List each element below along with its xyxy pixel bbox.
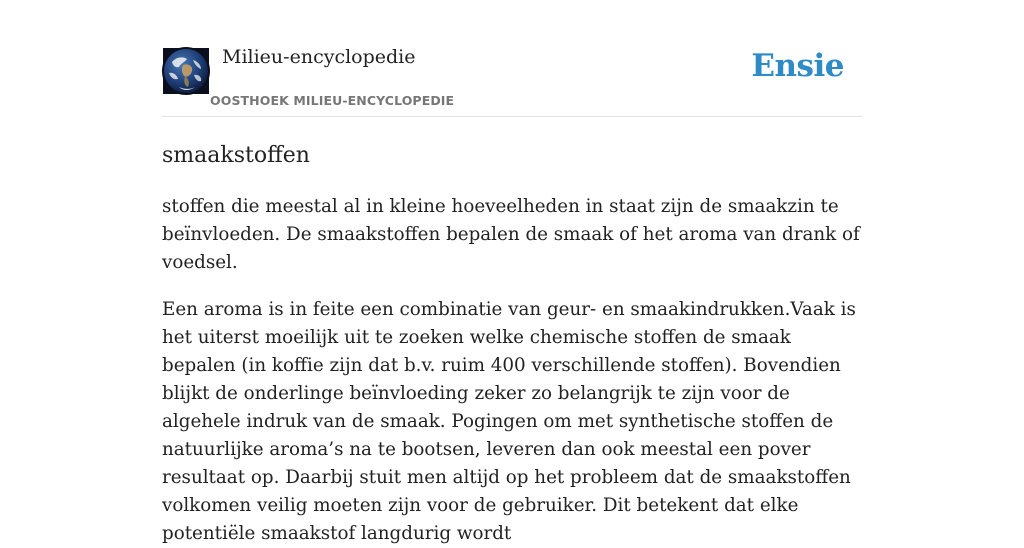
site-header xyxy=(162,0,862,117)
page-container xyxy=(162,0,862,548)
page-title: smaakstoffen xyxy=(162,143,310,168)
site-subtitle: OOSTHOEK MILIEU-ENCYCLOPEDIE xyxy=(210,93,455,108)
earth-globe-icon[interactable] xyxy=(162,47,210,95)
site-title[interactable]: Milieu-encyclopedie xyxy=(222,46,416,68)
article-paragraph: Een aroma is in feite een combinatie van geur- en smaakindrukken.Vaak is het uiterst moeilijk uit te zoeken welke chemische stoffen de smaak bepalen (in koffie zijn dat b.v. ruim 400 verschillende stoffen). Bovendien blijkt de onderlinge beïnvloeding zeker zo belangrijk te zijn voor de algehele indruk van de smaak. Pogingen om met synthetische stoffen de natuurlijke aroma’s na te bootsen, leveren dan ook meestal een pover resultaat op. Daarbij stuit men altijd op het probleem dat de smaakstoffen volkomen veilig moeten zijn voor de gebruiker. Dit betekent dat elke potentiële smaakstof langdurig wordt xyxy=(162,299,856,544)
brand-logo-link[interactable]: Ensie xyxy=(751,48,844,84)
article-paragraph: stoffen die meestal al in kleine hoeveelheden in staat zijn de smaakzin te beïnvloeden. De smaakstoffen bepalen de smaak of het aroma van drank of voedsel. xyxy=(162,196,860,273)
